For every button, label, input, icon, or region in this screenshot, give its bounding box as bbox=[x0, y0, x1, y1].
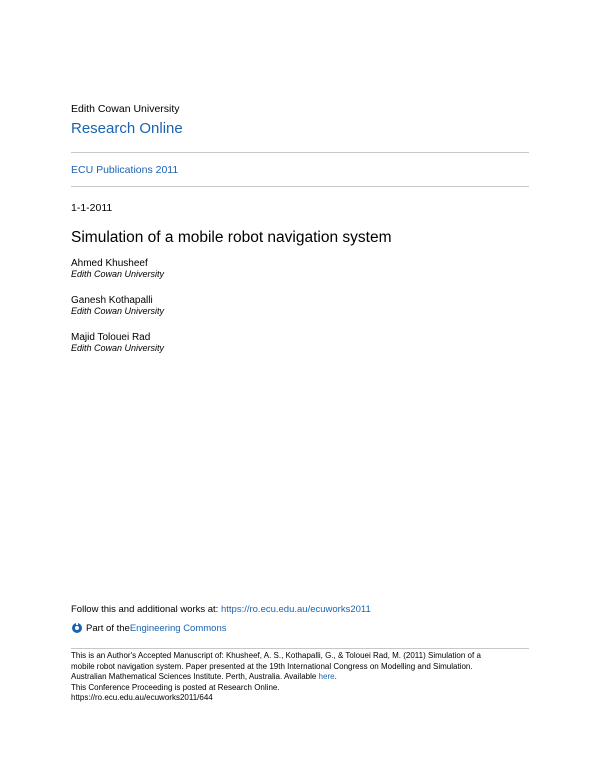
collection-divider bbox=[71, 186, 529, 187]
publication-date: 1-1-2011 bbox=[71, 202, 113, 214]
citation-line: This is an Author's Accepted Manuscript of: Khusheef, A. S., Kothapalli, G., & Tolouei Rad, M. (2011) Simulation of a bbox=[71, 651, 481, 660]
collection-link[interactable]: ECU Publications 2011 bbox=[71, 164, 179, 176]
network-icon bbox=[71, 622, 83, 634]
follow-text: Follow this and additional works at: bbox=[71, 604, 221, 615]
author-block bbox=[71, 295, 164, 316]
engineering-commons-link[interactable]: Engineering Commons bbox=[129, 622, 227, 634]
author-affiliation: Edith Cowan University bbox=[71, 306, 165, 316]
author-name: Ahmed Khusheef bbox=[71, 258, 148, 269]
citation-line: This Conference Proceeding is posted at Research Online. bbox=[71, 682, 280, 692]
author-name: Majid Tolouei Rad bbox=[71, 332, 151, 343]
author-affiliation: Edith Cowan University bbox=[71, 269, 165, 279]
citation-period: . bbox=[334, 672, 337, 682]
author-block bbox=[71, 332, 164, 353]
author-affiliation: Edith Cowan University bbox=[71, 343, 165, 353]
paper-title: Simulation of a mobile robot navigation system bbox=[71, 229, 392, 246]
citation-text: Australian Mathematical Sciences Institute. Perth, Australia. Available bbox=[71, 672, 319, 682]
citation-block bbox=[71, 651, 541, 704]
citation-divider bbox=[71, 648, 529, 649]
citation-line: https://ro.ecu.edu.au/ecuworks2011/644 bbox=[71, 693, 213, 703]
header-divider bbox=[71, 152, 529, 153]
part-of-line bbox=[71, 622, 226, 634]
follow-url-link[interactable]: https://ro.ecu.edu.au/ecuworks2011 bbox=[220, 604, 371, 615]
author-block bbox=[71, 258, 164, 279]
follow-line bbox=[71, 604, 371, 615]
author-name: Ganesh Kothapalli bbox=[71, 295, 153, 306]
research-online-link[interactable]: Research Online bbox=[71, 120, 183, 137]
part-of-prefix: Part of the bbox=[86, 622, 130, 634]
citation-line: mobile robot navigation system. Paper presented at the 19th International Congress on Modelling and Simulation. bbox=[71, 661, 473, 671]
available-here-link[interactable]: here bbox=[318, 672, 335, 682]
citation-line bbox=[71, 672, 541, 683]
institution-name: Edith Cowan University bbox=[71, 103, 180, 115]
